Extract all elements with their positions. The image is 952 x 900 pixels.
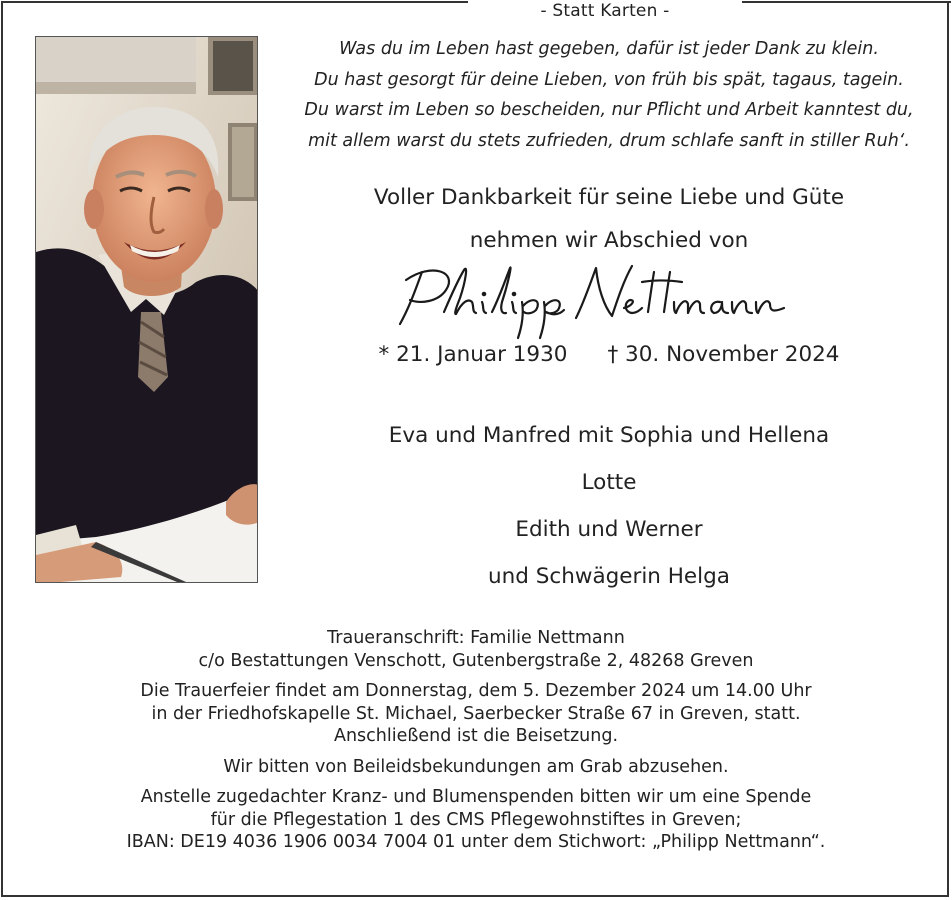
header-note: - Statt Karten - bbox=[540, 1, 670, 21]
condolences-block bbox=[0, 756, 952, 779]
donation-line: für die Pflegestation 1 des CMS Pflegewohnstiftes in Greven; bbox=[210, 809, 742, 830]
ceremony-line: Die Trauerfeier findet am Donnerstag, dem 5. Dezember 2024 um 14.00 Uhr bbox=[140, 681, 812, 701]
top-rule-right bbox=[742, 1, 951, 3]
intro-line: nehmen wir Abschied von bbox=[469, 228, 749, 253]
deceased-name-script bbox=[392, 258, 822, 340]
intro-line: Voller Dankbarkeit für seine Liebe und Güte bbox=[373, 185, 845, 210]
portrait-photo-icon bbox=[36, 37, 258, 583]
poem-line: Du hast gesorgt für deine Lieben, von früh bis spät, tagaus, tagein. bbox=[314, 69, 904, 90]
address-block bbox=[0, 627, 952, 672]
poem-line: Du warst im Leben so bescheiden, nur Pflicht und Arbeit kanntest du, bbox=[304, 100, 914, 120]
life-dates bbox=[268, 342, 950, 367]
notice-footer bbox=[0, 627, 952, 862]
donation-line: IBAN: DE19 4036 1906 0034 7004 01 unter dem Stichwort: „Philipp Nettmann“. bbox=[126, 832, 826, 852]
donation-block bbox=[0, 786, 952, 854]
family-list bbox=[268, 412, 950, 600]
condolences-line: Wir bitten von Beileidsbekundungen am Grab abzusehen. bbox=[223, 756, 729, 777]
poem-line: Was du im Leben hast gegeben, dafür ist jeder Dank zu klein. bbox=[339, 39, 879, 59]
family-line: Eva und Manfred mit Sophia und Hellena bbox=[388, 423, 830, 448]
ceremony-line: in der Friedhofskapelle St. Michael, Saerbecker Straße 67 in Greven, statt. bbox=[151, 703, 801, 724]
family-line: Lotte bbox=[581, 470, 637, 495]
birth-date: * 21. Januar 1930 bbox=[378, 342, 568, 367]
family-line: und Schwägerin Helga bbox=[488, 564, 730, 589]
poem-line: mit allem warst du stets zufrieden, drum schlafe sanft in stiller Ruh‘. bbox=[308, 130, 910, 151]
ceremony-block bbox=[0, 680, 952, 748]
address-line: Traueranschrift: Familie Nettmann bbox=[327, 628, 625, 648]
poem bbox=[268, 34, 950, 156]
intro-text bbox=[268, 176, 950, 262]
family-line: Edith und Werner bbox=[515, 517, 703, 542]
top-rule-left bbox=[1, 1, 468, 3]
death-date: † 30. November 2024 bbox=[607, 342, 840, 367]
portrait-photo bbox=[35, 36, 258, 583]
ceremony-line: Anschließend ist die Beisetzung. bbox=[333, 726, 619, 746]
address-line: c/o Bestattungen Venschott, Gutenbergstraße 2, 48268 Greven bbox=[198, 650, 754, 671]
donation-line: Anstelle zugedachter Kranz- und Blumenspenden bitten wir um eine Spende bbox=[140, 787, 812, 807]
